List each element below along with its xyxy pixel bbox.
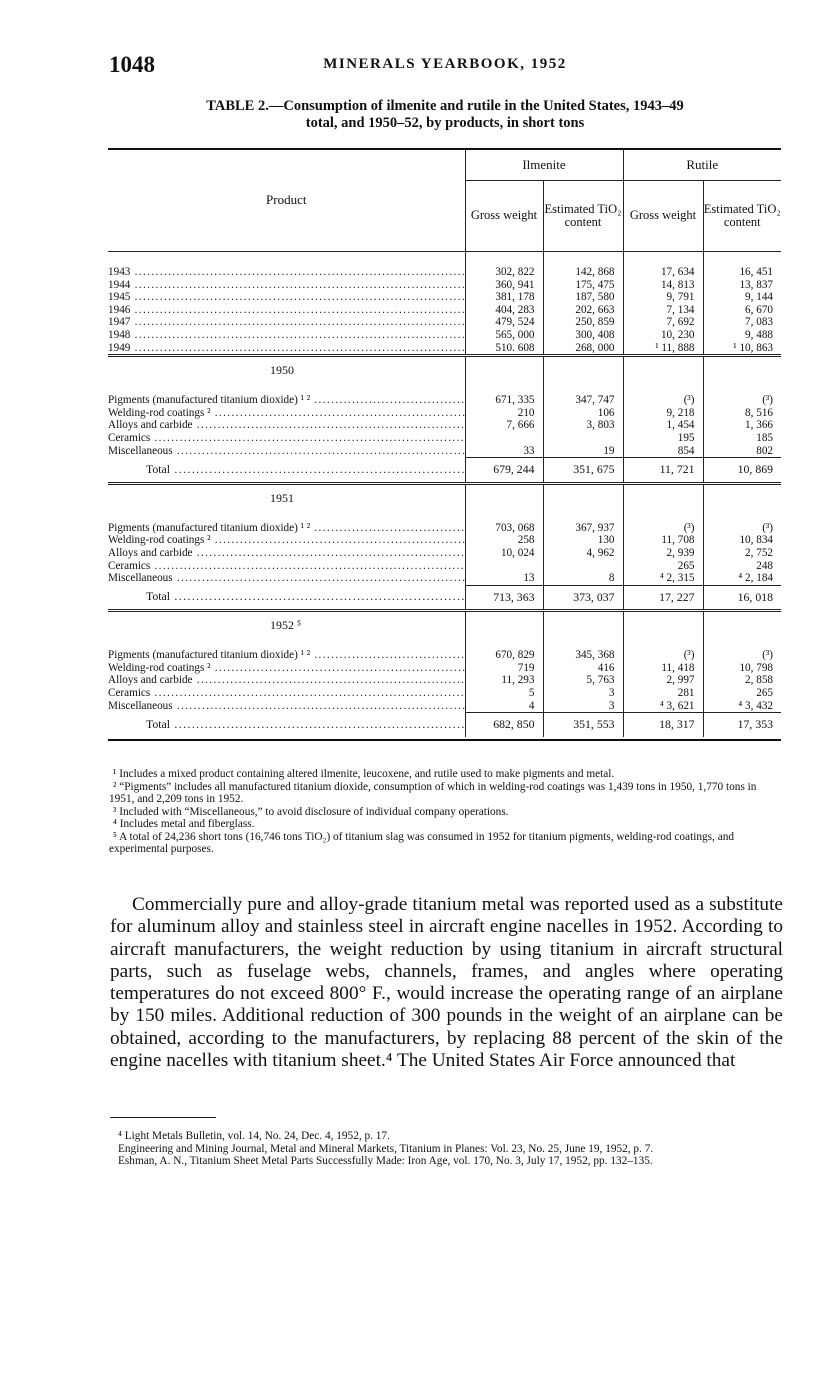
spacer-row xyxy=(108,637,781,649)
footnote: ¹ Includes a mixed product containing altered ilmenite, leucoxene, and rutile used to make pigments and metal. xyxy=(113,768,615,780)
table-cell: 9, 144 xyxy=(703,291,781,304)
table-cell: 10, 024 xyxy=(465,547,543,560)
consumption-table xyxy=(108,148,781,741)
row-label xyxy=(108,266,465,279)
spacer-cell xyxy=(623,510,703,522)
row-label-text: Miscellaneous ..... xyxy=(108,572,465,584)
table-row xyxy=(108,432,781,445)
table-cell: 265 xyxy=(703,687,781,700)
table-cell xyxy=(543,560,623,573)
table-cell: 9, 488 xyxy=(703,329,781,342)
row-label xyxy=(108,316,465,329)
spacer-cell xyxy=(108,252,465,267)
row-label xyxy=(108,394,465,407)
table-cell: ⁴ 2, 315 xyxy=(623,572,703,585)
table-cell: 17, 634 xyxy=(623,266,703,279)
table-cell: 5 xyxy=(465,687,543,700)
table-cell: 13, 837 xyxy=(703,279,781,292)
table-cell: (³) xyxy=(703,649,781,662)
table-cell: 351, 675 xyxy=(543,458,623,484)
table-row xyxy=(108,266,781,279)
section-year xyxy=(108,361,465,382)
table-cell: 347, 747 xyxy=(543,394,623,407)
row-label xyxy=(108,304,465,317)
table-cell: 187, 580 xyxy=(543,291,623,304)
table-cell: 14, 813 xyxy=(623,279,703,292)
table-cell: 11, 418 xyxy=(623,662,703,675)
table-row xyxy=(108,534,781,547)
table-cell: 7, 134 xyxy=(623,304,703,317)
table-row xyxy=(108,649,781,662)
row-label-text: Ceramics ..... xyxy=(108,560,465,572)
row-label-text: Welding-rod coatings ² ..... xyxy=(108,534,465,546)
table-row xyxy=(108,329,781,342)
spacer-cell xyxy=(543,637,623,649)
footnote: ² “Pigments” includes all manufactured titanium dioxide, consumption of which in welding-rod coatings was 1,439 tons in 1950, 1,770 tons in 1951, and 2,209 tons in 1952. xyxy=(109,780,757,805)
row-label xyxy=(108,649,465,662)
table-cell: 9, 791 xyxy=(623,291,703,304)
table-cell: (³) xyxy=(623,649,703,662)
spacer-cell xyxy=(465,489,543,510)
row-label-text: 1944 ..... xyxy=(108,279,465,291)
row-label xyxy=(108,419,465,432)
table-row xyxy=(108,700,781,713)
table-cell: ⁴ 3, 432 xyxy=(703,700,781,713)
table-cell: 19 xyxy=(543,445,623,458)
table-cell: 404, 283 xyxy=(465,304,543,317)
table-row xyxy=(108,445,781,458)
spacer-cell xyxy=(703,637,781,649)
reference: Eshman, A. N., Titanium Sheet Metal Parts Successfully Made: Iron Age, vol. 170, No. 3, July 17, 1952, pp. 132–135. xyxy=(118,1155,653,1167)
spacer-cell xyxy=(543,382,623,394)
spacer-cell xyxy=(703,616,781,637)
spacer-cell xyxy=(108,382,465,394)
column-header-rutile-gross-weight: Gross weight xyxy=(623,181,703,252)
total-label xyxy=(108,713,465,737)
row-label xyxy=(108,572,465,585)
row-label xyxy=(108,445,465,458)
row-label-text: Welding-rod coatings ² ..... xyxy=(108,407,465,419)
table-cell: 281 xyxy=(623,687,703,700)
table-cell: 16, 018 xyxy=(703,585,781,611)
row-label-text: 1951 xyxy=(270,490,294,505)
table-cell: 33 xyxy=(465,445,543,458)
table-row xyxy=(108,560,781,573)
table-end-rule xyxy=(108,737,781,740)
table-row xyxy=(108,316,781,329)
total-row xyxy=(108,713,781,737)
row-label-text: Alloys and carbide ..... xyxy=(108,419,465,431)
table-cell: 2, 997 xyxy=(623,674,703,687)
running-title: MINERALS YEARBOOK, 1952 xyxy=(323,56,567,72)
table-cell xyxy=(465,560,543,573)
row-label xyxy=(108,674,465,687)
row-label-text: 1947 ..... xyxy=(108,316,465,328)
reference: Engineering and Mining Journal, Metal and Mineral Markets, Titanium in Planes: Vol. 23, No. 25, June 19, 1952, p. 7. xyxy=(118,1142,654,1155)
references xyxy=(110,1130,783,1168)
spacer-cell xyxy=(703,510,781,522)
table-cell: 18, 317 xyxy=(623,713,703,737)
table-cell: 4, 962 xyxy=(543,547,623,560)
column-header-product: Product xyxy=(108,149,465,252)
rule-cell xyxy=(543,737,623,740)
table-cell: 268, 000 xyxy=(543,342,623,356)
table-row xyxy=(108,674,781,687)
table-cell: 802 xyxy=(703,445,781,458)
table-cell: 381, 178 xyxy=(465,291,543,304)
spacer-cell xyxy=(543,616,623,637)
table-cell: 360, 941 xyxy=(465,279,543,292)
table-cell: 854 xyxy=(623,445,703,458)
row-label xyxy=(108,342,465,356)
table-cell: 11, 293 xyxy=(465,674,543,687)
footnote-rule xyxy=(110,1117,216,1118)
table-row xyxy=(108,687,781,700)
row-label-text: Miscellaneous ..... xyxy=(108,700,465,712)
row-label-text: 1950 xyxy=(270,363,294,378)
total-label xyxy=(108,458,465,484)
table-cell: 1, 366 xyxy=(703,419,781,432)
spacer-cell xyxy=(703,361,781,382)
row-label-text: Total ..... xyxy=(146,589,465,603)
spacer-row xyxy=(108,252,781,267)
spacer-cell xyxy=(465,361,543,382)
table-row xyxy=(108,342,781,356)
table-row xyxy=(108,394,781,407)
table-cell: 671, 335 xyxy=(465,394,543,407)
table-cell: 185 xyxy=(703,432,781,445)
rule-cell xyxy=(703,737,781,740)
table-cell: 17, 227 xyxy=(623,585,703,611)
row-label-text: Pigments (manufactured titanium dioxide) ¹ ² ..... xyxy=(108,394,465,406)
total-label xyxy=(108,585,465,611)
table-cell: 300, 408 xyxy=(543,329,623,342)
row-label xyxy=(108,279,465,292)
row-label-text: Total ..... xyxy=(146,462,465,476)
table-cell: (³) xyxy=(623,522,703,535)
spacer-cell xyxy=(623,361,703,382)
footnote: ⁴ Includes metal and fiberglass. xyxy=(113,818,255,830)
spacer-cell xyxy=(465,616,543,637)
table-cell: 175, 475 xyxy=(543,279,623,292)
table-cell xyxy=(465,432,543,445)
table-cell: 670, 829 xyxy=(465,649,543,662)
table-cell: 258 xyxy=(465,534,543,547)
total-row xyxy=(108,585,781,611)
table-cell: 302, 822 xyxy=(465,266,543,279)
spacer-row xyxy=(108,510,781,522)
table-cell: 703, 068 xyxy=(465,522,543,535)
table-row xyxy=(108,279,781,292)
table-header xyxy=(108,149,781,252)
table-cell: 265 xyxy=(623,560,703,573)
table-cell: 11, 708 xyxy=(623,534,703,547)
footnote: ³ Included with “Miscellaneous,” to avoid disclosure of individual company operations. xyxy=(113,805,509,818)
rule-cell xyxy=(623,737,703,740)
row-label xyxy=(108,534,465,547)
table-cell: ¹ 11, 888 xyxy=(623,342,703,356)
spacer-cell xyxy=(543,510,623,522)
table-row xyxy=(108,572,781,585)
spacer-cell xyxy=(703,489,781,510)
total-row xyxy=(108,458,781,484)
table-cell: 8 xyxy=(543,572,623,585)
table-cell: (³) xyxy=(703,394,781,407)
table-row xyxy=(108,547,781,560)
table-cell: 510. 608 xyxy=(465,342,543,356)
row-label-text: 1949 ..... xyxy=(108,342,465,354)
table-title-line-2: total, and 1950–52, by products, in short tons xyxy=(305,115,585,131)
row-label-text: 1945 ..... xyxy=(108,291,465,303)
body-paragraph: Commercially pure and alloy-grade titanium metal was reported used as a substitute for aluminum alloy and stainless steel in aircraft engine nacelles in 1952. According to aircraft manufacturers, the weight reduction by using titanium in aircraft structural parts, such as fuselage webs, channels, frames, and angles where operating temperatures do not exceed 800° F., would increase the operating range of an airplane by 150 miles. Additional reduction of 300 pounds in the weight of an airplane can be obtained, according to the manufacturers, by replacing 88 percent of the skin of the engine nacelles with titanium sheet.⁴ The United States Air Force announced that xyxy=(110,894,783,1072)
row-label-text: Total ..... xyxy=(146,717,465,731)
table-cell: 565, 000 xyxy=(465,329,543,342)
table-cell: 7, 083 xyxy=(703,316,781,329)
row-label xyxy=(108,687,465,700)
section-year xyxy=(108,616,465,637)
row-label-text: Welding-rod coatings ² ..... xyxy=(108,662,465,674)
table-row xyxy=(108,407,781,420)
spacer-cell xyxy=(543,489,623,510)
spacer-cell xyxy=(543,252,623,267)
table-cell: 3 xyxy=(543,687,623,700)
column-group-rutile: Rutile xyxy=(623,149,781,181)
row-label xyxy=(108,329,465,342)
table-cell: 719 xyxy=(465,662,543,675)
section-year xyxy=(108,489,465,510)
row-label xyxy=(108,432,465,445)
table-cell: 7, 666 xyxy=(465,419,543,432)
table-title-line-1: TABLE 2.—Consumption of ilmenite and rutile in the United States, 1943–49 xyxy=(206,98,684,114)
table-cell: 9, 218 xyxy=(623,407,703,420)
spacer-cell xyxy=(465,510,543,522)
section-year-row xyxy=(108,489,781,510)
page-header xyxy=(109,52,781,82)
table-cell: ⁴ 3, 621 xyxy=(623,700,703,713)
table-cell: 3 xyxy=(543,700,623,713)
table-row xyxy=(108,662,781,675)
table-cell: 345, 368 xyxy=(543,649,623,662)
table-cell: 106 xyxy=(543,407,623,420)
table-cell: 142, 868 xyxy=(543,266,623,279)
table-cell: 1, 454 xyxy=(623,419,703,432)
rule-cell xyxy=(108,737,465,740)
spacer-row xyxy=(108,382,781,394)
table-cell: 11, 721 xyxy=(623,458,703,484)
row-label xyxy=(108,700,465,713)
table-cell: 5, 763 xyxy=(543,674,623,687)
spacer-cell xyxy=(623,382,703,394)
table-cell: 130 xyxy=(543,534,623,547)
table-cell: 7, 692 xyxy=(623,316,703,329)
row-label-text: 1948 ..... xyxy=(108,329,465,341)
table-cell: (³) xyxy=(703,522,781,535)
table-cell: 10, 230 xyxy=(623,329,703,342)
table-title xyxy=(109,98,781,132)
table-cell: ¹ 10, 863 xyxy=(703,342,781,356)
row-label xyxy=(108,522,465,535)
spacer-cell xyxy=(703,252,781,267)
spacer-cell xyxy=(108,637,465,649)
table-cell: 713, 363 xyxy=(465,585,543,611)
table-cell: 250, 859 xyxy=(543,316,623,329)
table-row xyxy=(108,522,781,535)
spacer-cell xyxy=(623,489,703,510)
rule-cell xyxy=(465,737,543,740)
table-cell: 479, 524 xyxy=(465,316,543,329)
column-header-ilmenite-estimated-tio2: Estimated TiO₂ content xyxy=(543,181,623,252)
table-cell xyxy=(543,432,623,445)
table-footnotes xyxy=(109,768,782,856)
table-cell: 17, 353 xyxy=(703,713,781,737)
row-label xyxy=(108,407,465,420)
row-label xyxy=(108,547,465,560)
spacer-cell xyxy=(543,361,623,382)
table-cell: 6, 670 xyxy=(703,304,781,317)
table-cell: 8, 516 xyxy=(703,407,781,420)
table-cell: 416 xyxy=(543,662,623,675)
row-label-text: Pigments (manufactured titanium dioxide) ¹ ² ..... xyxy=(108,522,465,534)
table-cell: 13 xyxy=(465,572,543,585)
table-cell: 210 xyxy=(465,407,543,420)
column-group-ilmenite: Ilmenite xyxy=(465,149,623,181)
spacer-cell xyxy=(465,252,543,267)
table-cell: 351, 553 xyxy=(543,713,623,737)
table-cell: 3, 803 xyxy=(543,419,623,432)
row-label-text: Alloys and carbide ..... xyxy=(108,547,465,559)
spacer-cell xyxy=(623,616,703,637)
row-label-text: Miscellaneous ..... xyxy=(108,445,465,457)
table-cell: ⁴ 2, 184 xyxy=(703,572,781,585)
section-year-row xyxy=(108,361,781,382)
column-header-ilmenite-gross-weight: Gross weight xyxy=(465,181,543,252)
table-cell: 682, 850 xyxy=(465,713,543,737)
section-year-row xyxy=(108,616,781,637)
table-cell: 202, 663 xyxy=(543,304,623,317)
spacer-cell xyxy=(108,510,465,522)
table-cell: 2, 858 xyxy=(703,674,781,687)
table-cell: 248 xyxy=(703,560,781,573)
table-row xyxy=(108,419,781,432)
row-label-text: Alloys and carbide ..... xyxy=(108,674,465,686)
spacer-cell xyxy=(623,252,703,267)
row-label-text: Pigments (manufactured titanium dioxide) ¹ ² ..... xyxy=(108,649,465,661)
spacer-cell xyxy=(703,382,781,394)
row-label-text: Ceramics ..... xyxy=(108,687,465,699)
table-cell: 16, 451 xyxy=(703,266,781,279)
table-cell: 367, 937 xyxy=(543,522,623,535)
table-cell: 4 xyxy=(465,700,543,713)
spacer-cell xyxy=(465,382,543,394)
table-cell: 195 xyxy=(623,432,703,445)
table-cell: 679, 244 xyxy=(465,458,543,484)
table-cell: 10, 798 xyxy=(703,662,781,675)
reference: ⁴ Light Metals Bulletin, vol. 14, No. 24, Dec. 4, 1952, p. 17. xyxy=(118,1130,390,1142)
page-number: 1048 xyxy=(109,52,155,77)
table-row xyxy=(108,291,781,304)
row-label-text: Ceramics ..... xyxy=(108,432,465,444)
spacer-cell xyxy=(465,637,543,649)
row-label-text: 1946 ..... xyxy=(108,304,465,316)
row-label xyxy=(108,291,465,304)
table-cell: 2, 939 xyxy=(623,547,703,560)
table-cell: 10, 869 xyxy=(703,458,781,484)
table-cell: 10, 834 xyxy=(703,534,781,547)
row-label-text: 1952 ⁵ xyxy=(270,618,302,633)
table-row xyxy=(108,304,781,317)
footnote: ⁵ A total of 24,236 short tons (16,746 tons TiO₂) of titanium slag was consumed in 1952 for titanium pigments, welding-rod coatings, and experimental purposes. xyxy=(109,830,735,855)
row-label xyxy=(108,560,465,573)
table-body xyxy=(108,252,781,740)
table-cell: 2, 752 xyxy=(703,547,781,560)
row-label xyxy=(108,662,465,675)
row-label-text: 1943 ..... xyxy=(108,266,465,278)
table-cell: (³) xyxy=(623,394,703,407)
spacer-cell xyxy=(623,637,703,649)
column-header-rutile-estimated-tio2: Estimated TiO₂ content xyxy=(703,181,781,252)
table-cell: 373, 037 xyxy=(543,585,623,611)
